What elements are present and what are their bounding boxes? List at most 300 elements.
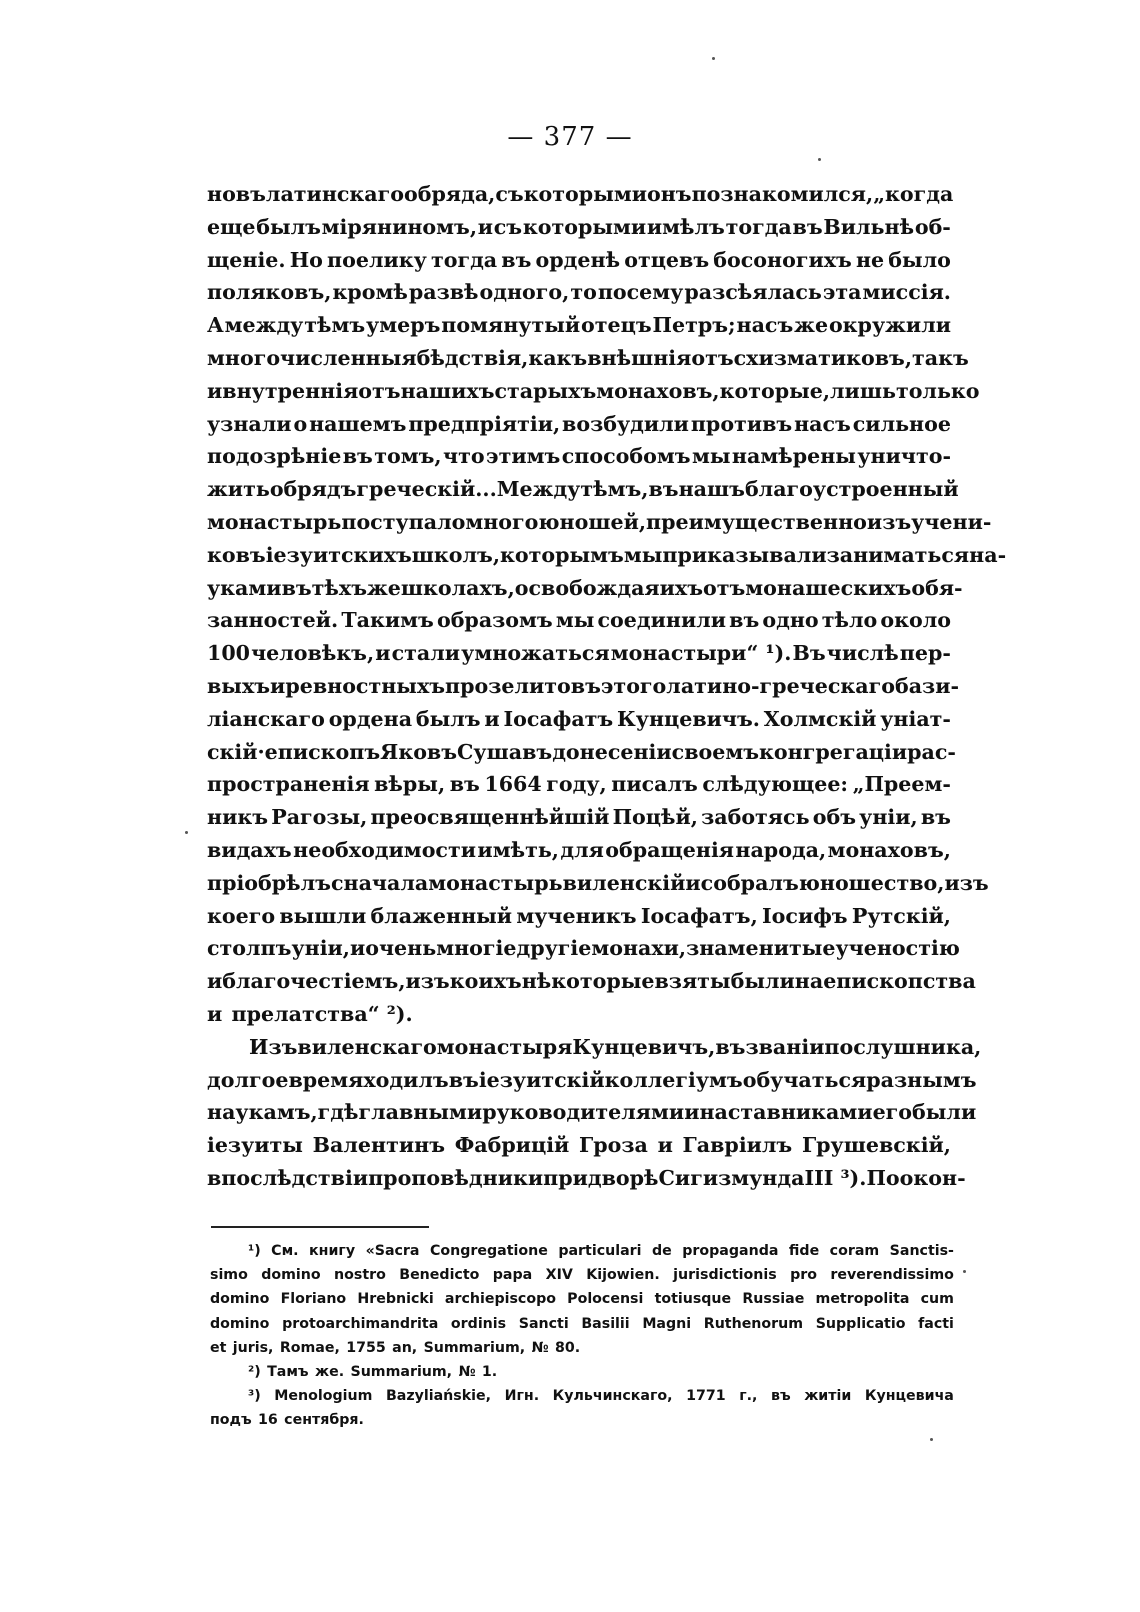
word: помянутый: [441, 313, 581, 338]
word: новъ: [207, 182, 266, 206]
text-line: [207, 440, 951, 473]
word: прозелитовъ: [445, 673, 601, 698]
word: въ: [715, 1034, 746, 1059]
word: жить: [207, 477, 270, 502]
word: разсѣялась: [684, 280, 822, 305]
word: гдѣ: [317, 1100, 359, 1125]
text-line: [207, 1162, 966, 1195]
word: и: [207, 378, 223, 403]
text-line: [207, 736, 956, 769]
text-line: [207, 506, 992, 539]
word: развѣ: [408, 280, 479, 305]
word: греческій...: [356, 477, 497, 502]
word: съ: [493, 214, 523, 239]
word: Такимъ: [341, 608, 434, 633]
word: другіе: [516, 936, 592, 961]
word: были: [912, 1100, 977, 1125]
word: нѣкоторые: [521, 969, 655, 994]
text-line: [207, 276, 951, 309]
word: только: [895, 378, 980, 403]
text-line: [207, 408, 951, 441]
text-line: [207, 1096, 977, 1129]
word: наукамъ,: [207, 1100, 318, 1125]
word: преимущественно: [646, 509, 867, 534]
text-line: [207, 637, 951, 670]
word: монахи,: [591, 936, 687, 961]
word: тѣмъ: [304, 313, 366, 338]
word: и: [684, 1100, 700, 1125]
text-line: [207, 670, 960, 703]
text-line: [207, 342, 969, 375]
word: изъ: [944, 870, 989, 895]
text-line: [207, 1031, 982, 1064]
word: было: [888, 247, 951, 272]
word: Сигизмунда: [658, 1165, 805, 1190]
footnote-line: [210, 1312, 954, 1336]
word: писалъ: [611, 772, 698, 797]
word: необходимости: [293, 837, 477, 862]
text-line: [207, 309, 951, 342]
word: для: [560, 837, 604, 862]
word: разнымъ: [866, 1067, 977, 1092]
word: прелатства“ ²).: [231, 1001, 413, 1026]
word: были: [730, 969, 795, 994]
word: ордена: [328, 706, 413, 731]
word: обрядъ: [269, 477, 357, 502]
word: въ: [792, 214, 823, 239]
word: пространенія: [207, 772, 370, 797]
word: сильное: [852, 411, 951, 436]
word: умножаться: [461, 641, 610, 666]
word: об-: [914, 214, 951, 239]
paper-speck: [818, 158, 821, 161]
word: благоустроенный: [744, 477, 959, 502]
word: образомъ: [436, 608, 553, 633]
word: насъ: [794, 411, 851, 436]
footnote-word: Ruthenorum: [703, 1315, 804, 1332]
word: противъ: [690, 411, 793, 436]
word: многочисленныя: [207, 345, 417, 370]
footnote-word: Summarium,: [423, 1339, 526, 1356]
footnote-line: [210, 1263, 954, 1287]
footnote-word: archiepiscopo: [444, 1291, 556, 1308]
word: Грушевскій,: [801, 1133, 951, 1158]
word: въ: [501, 247, 532, 272]
word: же: [367, 575, 401, 600]
word: въ: [648, 477, 679, 502]
word: выхъ: [207, 673, 271, 698]
word: заниматься: [826, 542, 970, 567]
text-line: [207, 572, 963, 605]
footnote-word: Bazyliańskie,: [385, 1388, 492, 1405]
word: Іосафатъ: [503, 706, 614, 731]
text-line: [207, 473, 959, 506]
footnote-word: Basilii: [581, 1315, 630, 1332]
word: миссія.: [862, 280, 951, 305]
footnote-word: Тамъ: [267, 1363, 309, 1380]
footnote-word: 80.: [555, 1339, 581, 1356]
word: дворѣ: [587, 1165, 659, 1190]
footnote-separator: [211, 1226, 429, 1228]
word: что: [443, 444, 485, 469]
footnote-word: particulari: [558, 1243, 642, 1259]
word: освобождая: [514, 575, 660, 600]
word: Вильнѣ: [823, 214, 915, 239]
text-line: [207, 1064, 977, 1097]
word: и: [685, 870, 701, 895]
main-text: [207, 178, 1007, 1195]
word: отцевъ: [624, 247, 710, 272]
word: конгрегаціи: [759, 739, 908, 764]
word: отъ: [691, 345, 734, 370]
word: Между: [496, 477, 581, 502]
word: монастырь: [207, 509, 342, 534]
word: 1664: [484, 772, 542, 797]
word: же: [794, 313, 829, 338]
word: въ: [729, 608, 760, 633]
word: о: [293, 411, 308, 436]
word: никъ: [207, 805, 269, 830]
word: наставниками: [699, 1100, 873, 1125]
word: старыхъ: [494, 378, 597, 403]
text-line: [207, 178, 954, 211]
footnotes: [210, 1239, 954, 1433]
footnote-word: 16: [258, 1412, 278, 1429]
word: монастыри“ ¹).: [610, 641, 792, 666]
word: стали: [391, 641, 461, 666]
word: подозрѣніе: [207, 444, 342, 469]
word: поляковъ,: [207, 280, 332, 305]
word: юношей,: [538, 509, 647, 534]
word: „когда: [873, 182, 954, 206]
footnote-word: fide: [788, 1243, 820, 1259]
word: босоногихъ: [713, 247, 852, 272]
word: уніи,: [859, 805, 918, 830]
word: уніи,: [291, 936, 350, 961]
paper-speck: [963, 1270, 966, 1273]
footnote-word: ³): [248, 1388, 261, 1405]
word: которые,: [719, 378, 831, 403]
word: занностей.: [207, 608, 339, 633]
word: объ: [812, 805, 856, 830]
word: сначала: [330, 870, 429, 895]
word: орденѣ: [535, 247, 621, 272]
word: этого: [600, 673, 667, 698]
footnote-word: et: [210, 1339, 227, 1356]
word: столпъ: [207, 936, 292, 961]
text-line: [207, 244, 951, 277]
footnote-word: сентября.: [284, 1412, 364, 1429]
word: Гавріилъ: [682, 1133, 793, 1158]
word: въ: [448, 1067, 479, 1092]
footnote-word: же.: [314, 1363, 345, 1380]
word: соединили: [597, 608, 727, 633]
word: много: [465, 509, 539, 534]
word: схизматиковъ,: [733, 345, 913, 370]
footnote-word: metropolita: [815, 1291, 910, 1308]
word: впослѣдствіи: [207, 1165, 369, 1190]
word: тѣхъ: [311, 575, 367, 600]
word: и: [349, 936, 366, 961]
footnote-word: coram: [829, 1243, 880, 1259]
page-number: — 377 —: [507, 122, 633, 152]
word: видахъ: [207, 837, 292, 862]
word: и: [484, 706, 500, 731]
word: поелику: [327, 247, 427, 272]
word: іезуиты: [207, 1133, 303, 1158]
footnote-word: ¹): [248, 1243, 261, 1259]
footnote-word: Кунцевича: [864, 1388, 954, 1405]
footnote-word: Kijowien.: [586, 1267, 660, 1284]
word: Фабрицій: [454, 1133, 570, 1158]
text-line: [207, 539, 1007, 572]
word: А: [207, 313, 224, 338]
footnote-line: [210, 1239, 954, 1263]
text-line: [207, 834, 951, 867]
word: ученостію: [835, 936, 960, 961]
word: собралъ: [700, 870, 799, 895]
word: преосвященнѣйшій: [370, 805, 610, 830]
word: Рагозы,: [271, 805, 368, 830]
word: числѣ: [826, 641, 899, 666]
word: лишь: [830, 378, 896, 403]
word: епископства: [823, 969, 976, 994]
footnote-word: Игн.: [504, 1388, 540, 1405]
word: Кунцевичъ,: [572, 1034, 716, 1059]
word: рас-: [907, 739, 956, 764]
text-line: [207, 768, 951, 801]
word: латино-греческаго: [666, 673, 895, 698]
text-line: [207, 965, 976, 998]
word: изъ: [866, 509, 912, 534]
word: познакомился,: [691, 182, 874, 206]
footnote-line: [210, 1360, 954, 1384]
footnote-word: Sanctis-: [889, 1243, 954, 1259]
footnote-word: Summarium,: [350, 1363, 453, 1380]
word: виленскаго: [297, 1034, 437, 1059]
word: многіе: [436, 936, 517, 961]
word: долгое: [207, 1067, 289, 1092]
word: монашескихъ: [745, 575, 912, 600]
word: Іосафатъ,: [640, 903, 758, 928]
word: какъ: [528, 345, 588, 370]
word: уніат-: [880, 706, 951, 731]
word: былъ: [415, 706, 481, 731]
footnote-word: de: [651, 1243, 672, 1259]
word: III ³).: [804, 1165, 867, 1190]
word: слѣдующее:: [702, 772, 849, 797]
word: былъ: [256, 214, 321, 239]
footnote-word: Russiae: [742, 1291, 805, 1308]
footnote-word: «Sacra: [365, 1243, 420, 1259]
footnote-word: 1771: [686, 1388, 726, 1405]
word: возбудили: [562, 411, 689, 436]
word: іезуитскихъ: [265, 542, 412, 567]
text-line: [207, 1129, 951, 1162]
word: Кунцевичъ.: [617, 706, 760, 731]
word: съ: [495, 182, 524, 206]
word: посему: [597, 280, 684, 305]
word: школахъ,: [400, 575, 515, 600]
word: монаховъ,: [596, 378, 720, 403]
footnote-word: Supplicatio: [815, 1315, 906, 1332]
paper-speck: [930, 1438, 933, 1441]
word: время: [288, 1067, 364, 1092]
word: Яковъ: [380, 739, 458, 764]
text-line: [207, 703, 951, 736]
text-line: [207, 801, 951, 834]
word: латинскаго: [265, 182, 405, 206]
word: учени-: [911, 509, 992, 534]
word: коего: [207, 903, 276, 928]
word: ковъ: [207, 542, 266, 567]
word: мы: [623, 542, 663, 567]
word: году,: [546, 772, 607, 797]
word: Рутскій,: [851, 903, 951, 928]
word: въ: [342, 444, 373, 469]
word: и: [375, 641, 391, 666]
word: имѣть,: [477, 837, 559, 862]
word: взяты: [654, 969, 731, 994]
word: обя-: [911, 575, 963, 600]
word: ліанскаго: [207, 706, 325, 731]
word: эта: [822, 280, 862, 305]
word: обряда,: [404, 182, 496, 206]
footnote-word: propaganda: [682, 1243, 779, 1259]
footnote-line: [210, 1336, 954, 1360]
footnote-word: totiusque: [654, 1291, 732, 1308]
word: благочестіемъ,: [222, 969, 406, 994]
word: щеніе.: [207, 247, 286, 272]
text-line: [207, 900, 951, 933]
word: не: [855, 247, 885, 272]
word: донесеніи: [552, 739, 672, 764]
word: школъ,: [411, 542, 500, 567]
footnote-word: Кульчинскаго,: [552, 1388, 673, 1405]
footnote-word: книгу: [309, 1243, 356, 1259]
footnote-word: juris,: [232, 1339, 274, 1356]
word: способомъ: [561, 444, 691, 469]
word: монаховъ,: [827, 837, 951, 862]
word: ихъ: [659, 575, 703, 600]
footnote-word: simo: [210, 1267, 248, 1284]
word: такъ: [912, 345, 969, 370]
word: коллегіумъ: [604, 1067, 743, 1092]
text-line: [207, 604, 951, 637]
footnote-word: Congregatione: [429, 1243, 548, 1259]
word: вѣры,: [374, 772, 446, 797]
word: По: [866, 1165, 900, 1190]
word: Суша: [457, 739, 523, 764]
word: главными: [358, 1100, 483, 1125]
footnote-word: domino: [210, 1291, 270, 1308]
word: отъ: [703, 575, 746, 600]
word: поступало: [341, 509, 466, 534]
footnote-word: an,: [392, 1339, 418, 1356]
word: узнали: [207, 411, 292, 436]
word: тѣло: [821, 608, 878, 633]
footnote-word: protoarchimandrita: [282, 1315, 439, 1332]
word: еще: [207, 214, 256, 239]
footnote-word: Magni: [642, 1315, 692, 1332]
word: приказывали: [662, 542, 827, 567]
word: знаменитые: [686, 936, 836, 961]
text-line: [207, 867, 989, 900]
footnote-word: №: [531, 1339, 549, 1356]
word: окружили: [828, 313, 951, 338]
word: Но: [289, 247, 323, 272]
footnote-word: ordinis: [450, 1315, 507, 1332]
footnote-word: facti: [918, 1315, 954, 1332]
footnote-word: nostro: [334, 1267, 386, 1284]
footnote-line: [210, 1384, 954, 1408]
footnote-word: житіи: [804, 1388, 852, 1405]
footnote-word: reverendissimo: [830, 1267, 954, 1284]
word: обращенія: [605, 837, 734, 862]
word: уничто-: [857, 444, 951, 469]
word: нашемъ: [309, 411, 407, 436]
footnote-line: [210, 1287, 954, 1311]
footnote-word: cum: [920, 1291, 954, 1308]
word: насъ: [736, 313, 794, 338]
text-line: [207, 375, 980, 408]
word: ходилъ: [363, 1067, 449, 1092]
paper-speck: [185, 831, 188, 834]
word: между: [224, 313, 304, 338]
word: нашъ: [678, 477, 745, 502]
word: то: [570, 280, 597, 305]
word: вышли: [279, 903, 367, 928]
word: человѣкъ,: [251, 641, 375, 666]
word: въ: [449, 772, 480, 797]
word: Холмскій: [763, 706, 877, 731]
word: Іосифъ: [762, 903, 848, 928]
word: на: [794, 969, 824, 994]
word: въ: [920, 805, 951, 830]
word: Поцѣй,: [612, 805, 698, 830]
word: при: [543, 1165, 588, 1190]
word: народа,: [735, 837, 827, 862]
word: около: [880, 608, 951, 633]
word: пріобрѣлъ: [207, 870, 331, 895]
word: мученикъ: [516, 903, 637, 928]
footnote-word: 1.: [481, 1363, 498, 1380]
word: руководителями: [482, 1100, 685, 1125]
word: іезуитскій: [478, 1067, 605, 1092]
word: и: [477, 214, 494, 239]
word: отъ: [358, 378, 401, 403]
footnote-line: [210, 1408, 954, 1432]
word: своемъ: [671, 739, 760, 764]
paper-speck: [712, 57, 715, 60]
word: и: [270, 673, 286, 698]
footnote-word: pro: [790, 1267, 817, 1284]
word: тѣмъ,: [580, 477, 649, 502]
word: послушника,: [824, 1034, 982, 1059]
word: „Преем-: [852, 772, 951, 797]
word: на-: [969, 542, 1007, 567]
word: 100: [207, 641, 250, 666]
word: отецъ: [581, 313, 652, 338]
word: ревностныхъ: [285, 673, 446, 698]
word: одного,: [479, 280, 570, 305]
word: умеръ: [366, 313, 441, 338]
word: Гроза: [579, 1133, 648, 1158]
word: въ: [522, 739, 553, 764]
text-line: [207, 998, 951, 1031]
word: виленскій: [562, 870, 686, 895]
text-line: [207, 211, 951, 244]
